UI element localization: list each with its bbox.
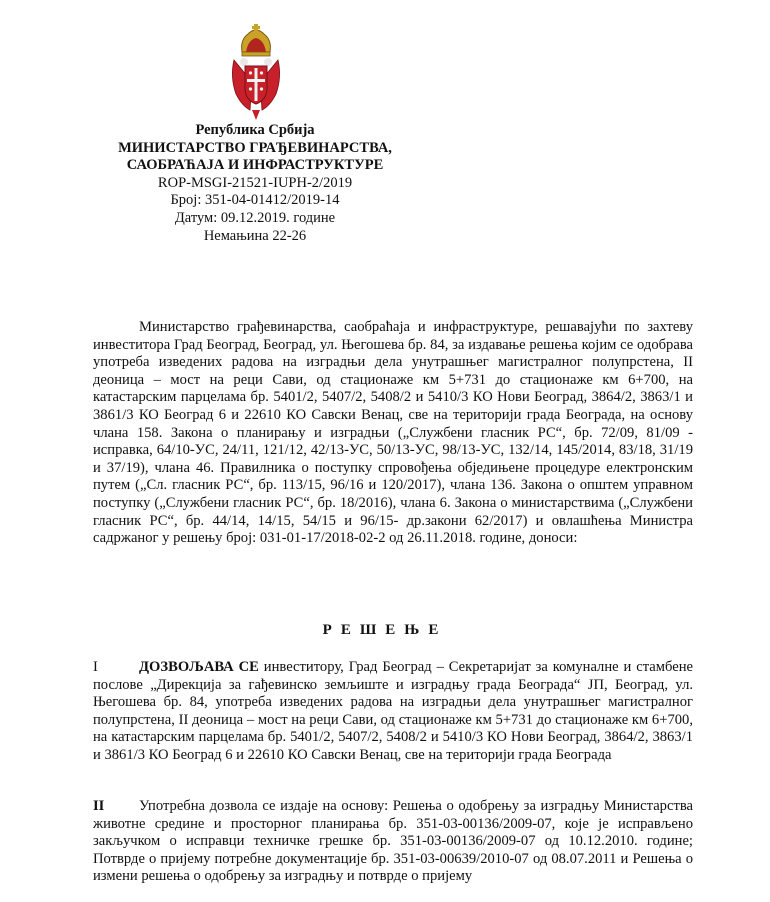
- crown-icon: [242, 24, 271, 56]
- section-2: [93, 798, 693, 886]
- ministry-name-line2: САОБРАЋАЈА И ИНФРАСТРУКТУРЕ: [126, 157, 384, 174]
- document-date: Датум: 09.12.2019. године: [174, 209, 336, 226]
- country-name: Република Србија: [195, 122, 315, 138]
- document-header: [100, 122, 410, 245]
- section-1: [93, 659, 693, 765]
- rop-number: ROP-MSGI-21521-IUPH-2/2019: [157, 174, 353, 191]
- shield-icon: [245, 66, 267, 104]
- ministry-name-line1: МИНИСТАРСТВО ГРАЂЕВИНАРСТВА,: [118, 139, 392, 156]
- section-1-text: инвеститору, Град Београд – Секретаријат за комуналне и стамбене послове „Дирекција за гађевинско земљиште и изградњу града Београда“ ЈП, Београд, ул. Његошева бр. 84, употреба изведених радова на изградњи дела унутрашњег магистралног полупрстена, II деоница – мост на реци Сави, од стационаже км 5+731 до стационаже км 6+700, на катастарским парцелама бр. 5401/2, 5407/2, 5408/2 и 5410/3 КО Нови Београд, 3864/2, 3863/1 и 3861/3 КО Београд 6 и 22610 КО Савски Венац, све на територији града Београда: [93, 659, 693, 763]
- decision-title: РЕШЕЊЕ: [322, 622, 448, 638]
- coat-of-arms-emblem: [228, 22, 284, 122]
- section-2-text: Употребна дозвола се издаје на основу: Решења о одобрењу за изградњу Министарства животне средине и просторног планирања бр. 351-03-00136/2009-07, које је исправљено закључком о исправци техничке грешке бр. 351-03-00136/2009-07 од 10.12.2010. године; Потврде о пријему потребне документације бр. 351-03-00639/2010-07 од 08.07.2011 и Решења о измени решења о одобрењу за изградњу и потврде о пријему: [93, 798, 693, 885]
- section-1-number: I: [93, 659, 98, 675]
- ministry-address: Немањина 22-26: [203, 227, 307, 244]
- section-1-lead: ДОЗВОЉАВА СЕ: [139, 659, 259, 675]
- document-number: Број: 351-04-01412/2019-14: [170, 192, 340, 209]
- intro-paragraph: Министарство грађевинарства, саобраћаја и инфраструктуре, решавајући по захтеву инвеститора Град Београд, Београд, ул. Његошева бр. 84, за издавање решења којим се одобрава употреба изведених радова на изградњи дела унутрашњег магистралног полупрстена, II деоница – мост на реци Сави, од стационаже км 5+731 до стационаже км 6+700, на катастарским парцелама бр. 5401/2, 5407/2, 5408/2 и 5410/3 КО Нови Београд, 3864/2, 3863/1 и 3861/3 КО Београд 6 и 22610 КО Савски Венац, све на територији града Београда, на основу члана 158. Закона о планирању и изградњи („Службени гласник РС“, бр. 72/09, 81/09 - исправка, 64/10-УС, 24/11, 121/12, 42/13-УС, 50/13-УС, 98/13-УС, 132/14, 145/2014, 83/18, 31/19 и 37/19), члана 46. Правилника о поступку спровођења обједињене процедуре електронским путем („Сл. гласник РС“, бр. 113/15, 96/16 и 120/2017), члана 136. Закона о општем управном поступку („Службени гласник РС“, бр. 18/2016), члана 6. Закона о министарствима („Службени гласник РС“, бр. 44/14, 14/15, 54/15 и 96/15- др.закони 62/2017) и овлашћења Министра садржаног у решењу број: 031-01-17/2018-02-2 од 26.11.2018. године, доноси:: [93, 319, 693, 547]
- section-2-number: II: [93, 798, 105, 814]
